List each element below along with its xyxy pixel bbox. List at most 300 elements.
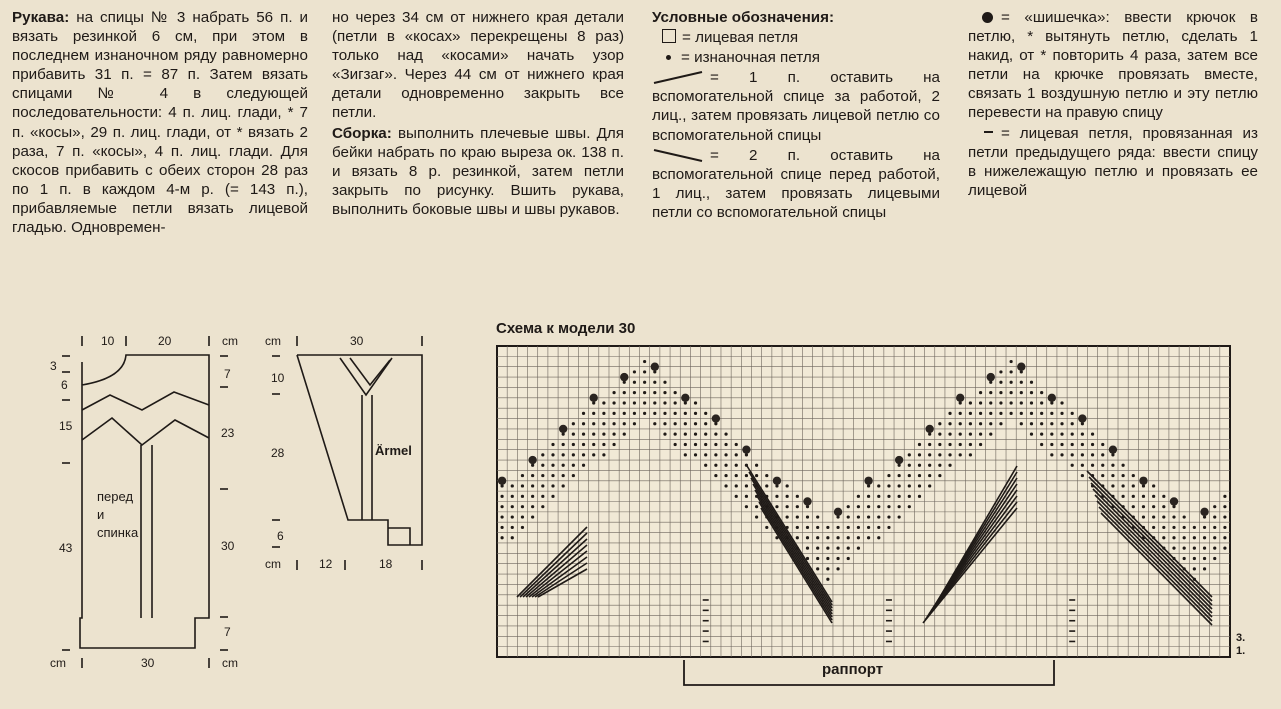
purl-dot (898, 495, 901, 498)
purl-dot (948, 412, 951, 415)
purl-dot (898, 474, 901, 477)
purl-dot (796, 495, 799, 498)
purl-dot (511, 505, 514, 508)
sleeve-bottom-label-18: 18 (379, 557, 393, 571)
purl-dot (796, 515, 799, 518)
bobble (651, 363, 659, 371)
body-left-label-3: 3 (50, 359, 57, 373)
purl-dot (1101, 453, 1104, 456)
purl-dot (592, 412, 595, 415)
purl-dot (674, 391, 677, 394)
purl-dot (908, 505, 911, 508)
purl-dot (989, 412, 992, 415)
purl-dot (938, 464, 941, 467)
purl-dot (1040, 391, 1043, 394)
purl-dot (836, 567, 839, 570)
purl-dot (1111, 484, 1114, 487)
purl-dot (1183, 547, 1186, 550)
purl-dot (724, 484, 727, 487)
purl-dot (1223, 536, 1226, 539)
purl-dot (826, 536, 829, 539)
purl-dot (1040, 412, 1043, 415)
purl-dot (643, 401, 646, 404)
purl-dot (674, 401, 677, 404)
bobble (1170, 497, 1178, 505)
purl-dot (521, 484, 524, 487)
purl-dot (836, 536, 839, 539)
purl-dot (1060, 443, 1063, 446)
bobble (864, 477, 872, 485)
purl-dot (500, 495, 503, 498)
purl-dot (1091, 464, 1094, 467)
purl-dot (582, 412, 585, 415)
purl-dot (1040, 422, 1043, 425)
purl-dot (724, 443, 727, 446)
purl-dot (674, 412, 677, 415)
purl-dot (663, 433, 666, 436)
body-piece-label-3: спинка (97, 525, 139, 540)
purl-dot (786, 505, 789, 508)
purl-dot (1223, 505, 1226, 508)
purl-dot (541, 464, 544, 467)
purl-dot (1020, 381, 1023, 384)
purl-dot (806, 536, 809, 539)
purl-dot (857, 526, 860, 529)
purl-dot (765, 526, 768, 529)
purl-dot (816, 557, 819, 560)
purl-dot (1183, 557, 1186, 560)
legend-cross-back: = 1 п. оставить на вспомогательной спице за работой, 2 лиц., затем провязать лицевой петлю со вспомогательной спицы (652, 69, 940, 144)
purl-dot (887, 474, 890, 477)
purl-dot (898, 505, 901, 508)
purl-dot (1020, 412, 1023, 415)
purl-dot (511, 515, 514, 518)
bobble (681, 394, 689, 402)
purl-dot (1203, 536, 1206, 539)
purl-dot (1071, 464, 1074, 467)
purl-dot (653, 422, 656, 425)
purl-dot (847, 505, 850, 508)
bobble (528, 456, 536, 464)
purl-dot (1172, 536, 1175, 539)
purl-dot (908, 484, 911, 487)
body-piece-label-1: перед (97, 489, 134, 504)
purl-dot (867, 515, 870, 518)
purl-dot (847, 515, 850, 518)
purl-dot (735, 474, 738, 477)
purl-dot (1172, 547, 1175, 550)
purl-dot (704, 412, 707, 415)
bobble (925, 425, 933, 433)
purl-dot (847, 536, 850, 539)
purl-dot (928, 474, 931, 477)
bobble (773, 477, 781, 485)
purl-dot (1010, 391, 1013, 394)
purl-dot (551, 464, 554, 467)
purl-dot (551, 443, 554, 446)
purl-dot (857, 495, 860, 498)
purl-dot (674, 422, 677, 425)
body-top-label-10: 10 (101, 334, 115, 348)
purl-dot (755, 505, 758, 508)
purl-dot (938, 453, 941, 456)
purl-dot (1071, 433, 1074, 436)
purl-dot (572, 433, 575, 436)
purl-dot (1122, 474, 1125, 477)
chart-title: Схема к модели 30 (496, 320, 636, 337)
purl-dot (572, 453, 575, 456)
purl-dot (724, 453, 727, 456)
purl-dot (1132, 484, 1135, 487)
purl-dot (572, 443, 575, 446)
body-bottom-label-cm: cm (50, 656, 66, 670)
purl-dot (857, 536, 860, 539)
purl-dot (1213, 515, 1216, 518)
purl-dot (612, 443, 615, 446)
purl-dot (887, 484, 890, 487)
purl-dot (1030, 401, 1033, 404)
purl-dot (755, 464, 758, 467)
purl-dot (582, 453, 585, 456)
purl-dot (969, 433, 972, 436)
purl-dot (826, 557, 829, 560)
purl-dot (1213, 505, 1216, 508)
purl-dot (1223, 547, 1226, 550)
purl-dot (653, 391, 656, 394)
purl-dot (989, 422, 992, 425)
purl-dot (643, 370, 646, 373)
purl-dot (989, 401, 992, 404)
purl-dot (1122, 484, 1125, 487)
purl-dot (898, 484, 901, 487)
purl-dot (735, 495, 738, 498)
purl-dot (1081, 474, 1084, 477)
purl-dot (633, 412, 636, 415)
purl-dot (500, 505, 503, 508)
purl-dot (928, 464, 931, 467)
sleeve-left-label-cm: cm (265, 557, 281, 571)
purl-dot (724, 474, 727, 477)
purl-dot (1010, 370, 1013, 373)
purl-dot (806, 526, 809, 529)
purl-dot (633, 401, 636, 404)
purl-dot (979, 401, 982, 404)
purl-dot (1040, 433, 1043, 436)
purl-dot (612, 422, 615, 425)
bobble (895, 456, 903, 464)
purl-dot (582, 433, 585, 436)
purl-dot (735, 484, 738, 487)
purl-dot (1060, 453, 1063, 456)
purl-dot (1060, 401, 1063, 404)
purl-dot (877, 505, 880, 508)
legend-cross-front: = 2 п. оставить на вспомогательной спице перед работой, 1 лиц., затем провязать лицевыми петли со вспомогательной спицы (652, 146, 940, 221)
purl-dot (674, 443, 677, 446)
purl-dot (684, 443, 687, 446)
purl-dot (887, 526, 890, 529)
body-left-label-15: 15 (59, 419, 73, 433)
sleeve-bottom-label-12: 12 (319, 557, 333, 571)
purl-dot (959, 433, 962, 436)
sleeves-body: на спицы № 3 набрать 56 п. и вязать резинкой 6 см, при этом в последнем изнаночном ряду равномерно прибавить 31 п. = 87 п. Затем вязать спицами № 4 в следующей последовательности: 4 п. лиц. глади, * 7 п. «косы», 29 п. лиц. глади, от * вязать 2 раза, 7 п. «косы», 4 п. лиц. глади. Для скосов прибавить с обеих сторон 28 раз по 1 п. в каждом 4-м р. (= 143 п.), прибавляемые петли вязать лицевой гладью. Одновремен- (12, 9, 308, 237)
purl-dot (521, 515, 524, 518)
purl-dot (592, 453, 595, 456)
purl-dot (877, 495, 880, 498)
body-bottom-label-30: 30 (141, 656, 155, 670)
purl-dot (663, 391, 666, 394)
purl-dot (826, 547, 829, 550)
purl-dot (969, 401, 972, 404)
chart-row-label-1: 1. (1236, 645, 1246, 657)
purl-dot (1213, 557, 1216, 560)
purl-dot (602, 412, 605, 415)
rapport-label: раппорт (822, 661, 884, 678)
purl-dot (1132, 505, 1135, 508)
purl-dot (816, 515, 819, 518)
legend-knit-below: = лицевая петля, провязанная из петли предыдущего ряда: ввести спицу в нижележащую петлю и провязать ее лицевой (968, 124, 1258, 199)
sleeves-body-continued: но через 34 см от нижнего края детали (петли в «косах» перекрещены 8 раз) только над «косами» начать узор «Зигзаг». Через 44 см от нижнего края детали одновременно закрыть все петли. (332, 9, 624, 122)
purl-dot (582, 443, 585, 446)
body-right-label-7b: 7 (224, 625, 231, 639)
purl-dot (836, 547, 839, 550)
purl-dot (562, 443, 565, 446)
purl-dot (786, 484, 789, 487)
purl-dot (612, 401, 615, 404)
purl-dot (1050, 443, 1053, 446)
purl-dot (1030, 391, 1033, 394)
purl-dot (694, 412, 697, 415)
purl-dot (918, 443, 921, 446)
purl-dot (1162, 536, 1165, 539)
purl-dot (1162, 515, 1165, 518)
purl-dot (928, 453, 931, 456)
purl-dot (745, 484, 748, 487)
purl-dot (1111, 464, 1114, 467)
purl-dot (1071, 443, 1074, 446)
bobble (803, 497, 811, 505)
purl-dot (694, 443, 697, 446)
purl-dot (521, 495, 524, 498)
purl-dot (704, 433, 707, 436)
purl-dot (541, 484, 544, 487)
purl-dot (602, 453, 605, 456)
purl-dot (572, 474, 575, 477)
purl-dot (511, 526, 514, 529)
body-left-label-6: 6 (61, 378, 68, 392)
purl-dot (1020, 401, 1023, 404)
purl-dot (1071, 412, 1074, 415)
sleeve-left-label-10: 10 (271, 371, 285, 385)
purl-dot (959, 443, 962, 446)
purl-dot (928, 484, 931, 487)
purl-dot (908, 495, 911, 498)
bobble (1078, 414, 1086, 422)
purl-dot (1152, 495, 1155, 498)
purl-dot (500, 526, 503, 529)
body-top-label-cm: cm (222, 334, 238, 348)
purl-dot (1152, 505, 1155, 508)
purl-dot (1142, 505, 1145, 508)
purl-dot (857, 547, 860, 550)
purl-dot (531, 484, 534, 487)
purl-dot (704, 453, 707, 456)
purl-dot (1193, 567, 1196, 570)
body-top-label-20: 20 (158, 334, 172, 348)
purl-dot (887, 495, 890, 498)
purl-dot (928, 443, 931, 446)
purl-dot (724, 433, 727, 436)
purl-dot (562, 474, 565, 477)
purl-dot (948, 433, 951, 436)
purl-dot (877, 536, 880, 539)
purl-dot (663, 422, 666, 425)
purl-dot (1111, 474, 1114, 477)
purl-dot (1213, 536, 1216, 539)
purl-dot (612, 433, 615, 436)
bobble (1139, 477, 1147, 485)
purl-dot (1223, 526, 1226, 529)
purl-dot (1050, 422, 1053, 425)
purl-dot (694, 453, 697, 456)
purl-dot (755, 515, 758, 518)
bobble (956, 394, 964, 402)
purl-dot (724, 464, 727, 467)
purl-dot (663, 381, 666, 384)
body-right-label-30: 30 (221, 539, 235, 553)
purl-dot (948, 443, 951, 446)
purl-dot (816, 547, 819, 550)
purl-dot (643, 412, 646, 415)
purl-dot (786, 515, 789, 518)
purl-dot (551, 484, 554, 487)
purl-dot (1183, 526, 1186, 529)
assembly-heading: Сборка: (332, 124, 392, 142)
purl-dot (1122, 464, 1125, 467)
purl-dot (735, 464, 738, 467)
purl-dot (623, 412, 626, 415)
bobble (1048, 394, 1056, 402)
purl-dot (969, 422, 972, 425)
body-piece-label-2: и (97, 507, 105, 522)
purl-dot (500, 536, 503, 539)
purl-dot (918, 464, 921, 467)
purl-dot (1193, 526, 1196, 529)
purl-dot (633, 391, 636, 394)
purl-dot (959, 422, 962, 425)
bobble (1200, 508, 1208, 516)
purl-dot (1101, 474, 1104, 477)
purl-dot (1030, 433, 1033, 436)
purl-dot (867, 495, 870, 498)
purl-dot (1142, 495, 1145, 498)
purl-dot (806, 515, 809, 518)
purl-dot (918, 474, 921, 477)
purl-dot (694, 433, 697, 436)
purl-dot (592, 422, 595, 425)
purl-dot (836, 557, 839, 560)
purl-dot (959, 453, 962, 456)
purl-dot (531, 515, 534, 518)
purl-dot (714, 464, 717, 467)
purl-dot (1081, 453, 1084, 456)
purl-dot (653, 412, 656, 415)
purl-dot (684, 422, 687, 425)
purl-dot (1010, 360, 1013, 363)
purl-dot (1183, 515, 1186, 518)
purl-dot (1040, 401, 1043, 404)
purl-dot (1152, 515, 1155, 518)
purl-dot (1172, 515, 1175, 518)
sleeve-left-label-6: 6 (277, 529, 284, 543)
purl-dot (867, 526, 870, 529)
purl-dot (1213, 526, 1216, 529)
purl-dot (643, 360, 646, 363)
purl-dot (602, 401, 605, 404)
purl-dot (877, 515, 880, 518)
purl-dot (562, 484, 565, 487)
purl-dot (633, 370, 636, 373)
purl-dot (704, 443, 707, 446)
purl-dot (541, 495, 544, 498)
purl-dot (816, 526, 819, 529)
purl-dot (684, 453, 687, 456)
purl-dot (1060, 433, 1063, 436)
purl-dot (1203, 557, 1206, 560)
purl-dot (775, 495, 778, 498)
purl-dot (999, 391, 1002, 394)
purl-dot (1081, 464, 1084, 467)
purl-dot (531, 474, 534, 477)
bobble (712, 414, 720, 422)
purl-dot (602, 443, 605, 446)
purl-dot (1050, 433, 1053, 436)
sleeve-piece-label: Ärmel (375, 443, 412, 458)
purl-dot (663, 412, 666, 415)
purl-dot (684, 412, 687, 415)
chart-row-label-3: 3. (1236, 632, 1246, 644)
purl-dot (796, 526, 799, 529)
purl-dot (1060, 422, 1063, 425)
purl-dot (694, 401, 697, 404)
purl-dot (1142, 515, 1145, 518)
purl-dot (806, 547, 809, 550)
purl-dot (918, 495, 921, 498)
purl-dot (582, 464, 585, 467)
purl-dot (1060, 412, 1063, 415)
purl-dot (755, 474, 758, 477)
bobble (987, 373, 995, 381)
purl-dot (1050, 412, 1053, 415)
purl-dot (836, 526, 839, 529)
purl-dot (694, 422, 697, 425)
legend-purl: = изнаночная петля (681, 49, 820, 67)
purl-dot (623, 401, 626, 404)
purl-dot (999, 381, 1002, 384)
purl-dot (1040, 443, 1043, 446)
purl-dot (1203, 547, 1206, 550)
purl-dot (1091, 433, 1094, 436)
purl-dot (511, 536, 514, 539)
purl-dot (1101, 464, 1104, 467)
purl-dot (1213, 547, 1216, 550)
body-left-label-43: 43 (59, 541, 73, 555)
purl-dot (1030, 422, 1033, 425)
purl-dot (938, 474, 941, 477)
purl-dot (1101, 443, 1104, 446)
purl-dot (948, 453, 951, 456)
purl-dot (623, 391, 626, 394)
purl-dot (1010, 401, 1013, 404)
